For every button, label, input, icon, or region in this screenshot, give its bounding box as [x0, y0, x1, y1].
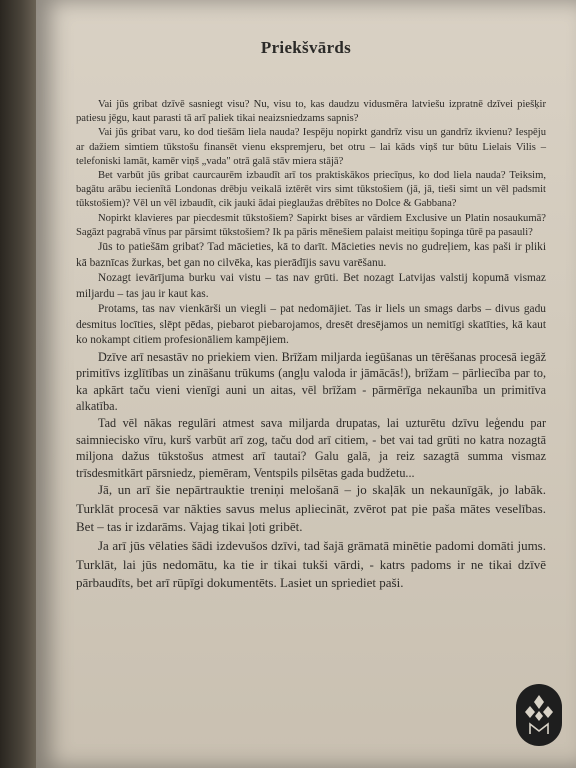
paragraph: Nopirkt klavieres par piecdesmit tūkstošiem? Sapirkt bises ar vārdiem Exclusive un Platin nosaukumā? Sagāzt pagrabā vīnus par pārsimt tūkstošiem? Ik pa pāris mēnešiem palaist meitiņu šopinga tūrē pa pasauli? [76, 212, 546, 238]
book-spine [0, 0, 36, 768]
diamond-emblem-icon [516, 684, 562, 746]
paragraph: Nozagt ievārījuma burku vai vistu – tas nav grūti. Bet nozagt Latvijas valstij kopumā vismaz miljardu – tas jau ir kaut kas. [76, 272, 546, 300]
paragraph: Vai jūs gribat varu, ko dod tiešām liela nauda? Iespēju nopirkt gandrīz visu un gandrīz ikvienu? Iespēju ar dažiem simtiem tūkstošu finansēt vienu ekspremjeru, bet otru – lai kāds viņš tur būtu Lielais Vilis – telefoniski lamāt, kamēr viņš „vada" otrā galā stāv miera stājā? [76, 127, 546, 167]
paragraph: Vai jūs gribat dzīvē sasniegt visu? Nu, visu to, kas daudzu vidusmēra latviešu izpratnē dzīvei piešķir patiesu jēgu, kaut parasti tā arī paliek tikai neaizsniedzams sapnis? [76, 99, 546, 125]
foreword-text [76, 98, 546, 593]
paragraph: Dzīve arī nesastāv no priekiem vien. Brīžam miljarda iegūšanas un tērēšanas procesā iegāž primitīvs izglītības un zināšanu trūkums (angļu valoda ir jāmācās!), brīžam – pārliecība par to, ka apkārt taču vieni vienīgi auni un aitas, vēl brīžam - pārmērīga nekaunība un primitīva alkatība. [76, 349, 546, 414]
paragraph: Ja arī jūs vēlaties šādi izdevušos dzīvi, tad šajā grāmatā minētie padomi domāti jums. Turklāt, lai jūs nedomātu, ka tie ir tikai tukši vārdi, - katrs padoms ir ne tikai dzīvē pārbaudīts, bet arī rūpīgi dokumentēts. Lasiet un spriediet paši. [76, 538, 546, 591]
paragraph: Jūs to patiešām gribat? Tad mācieties, kā to darīt. Mācieties nevis no gudreļiem, kas paši ir pliki kā baznīcas žurkas, bet gan no cilvēka, kas pierādījis savu varēšanu. [76, 241, 546, 269]
paragraph: Protams, tas nav vienkārši un viegli – pat nedomājiet. Tas ir liels un smags darbs – divus gadu desmitus locīties, slēpt pēdas, piebarot piebarojamos, dresēt dresējamos un nemitīgi skatīties, kā kaut ko nokampt citiem profesionāliem kampējiem. [76, 303, 546, 347]
book-page [36, 0, 576, 768]
paragraph: Jā, un arī šie nepārtrauktie treniņi melošanā – jo skaļāk un nekaunīgāk, jo labāk. Turklāt procesā var nākties savus melus apliecināt, zvērot pat pie paša mātes veselības. Bet – tas ir izdarāms. Vajag tikai ļoti gribēt. [76, 482, 546, 535]
paragraph: Tad vēl nākas regulāri atmest sava miljarda drupatas, lai uzturētu dzīvu leģendu par saimniecisko vīru, kurš varbūt arī zog, taču dod arī citiem, - bet vai tad grūti no katra nozagtā miljona dažus tūkstošus atmest arī tautai? Galu galā, ja reiz sazagtā summa vismaz trīsdesmitkārt pārsniedz, piemēram, Ventspils pilsētas gada budžetu... [76, 415, 546, 480]
paragraph: Bet varbūt jūs gribat caurcaurēm izbaudīt arī tos praktiskākos priecīņus, ko dod liela nauda? Teiksim, bagātu arābu iecienītā Londonas drēbju veikalā iztērēt virs simt tūkstošiem (jā, jā, tieši simt un vēl padsmit tūkstošiem)? Vēl un vēl izbaudīt, cik jauki ādai pieglaužas drēbītes no Dolce & Gabbana? [76, 170, 546, 210]
page-title: Priekšvārds [260, 38, 352, 57]
